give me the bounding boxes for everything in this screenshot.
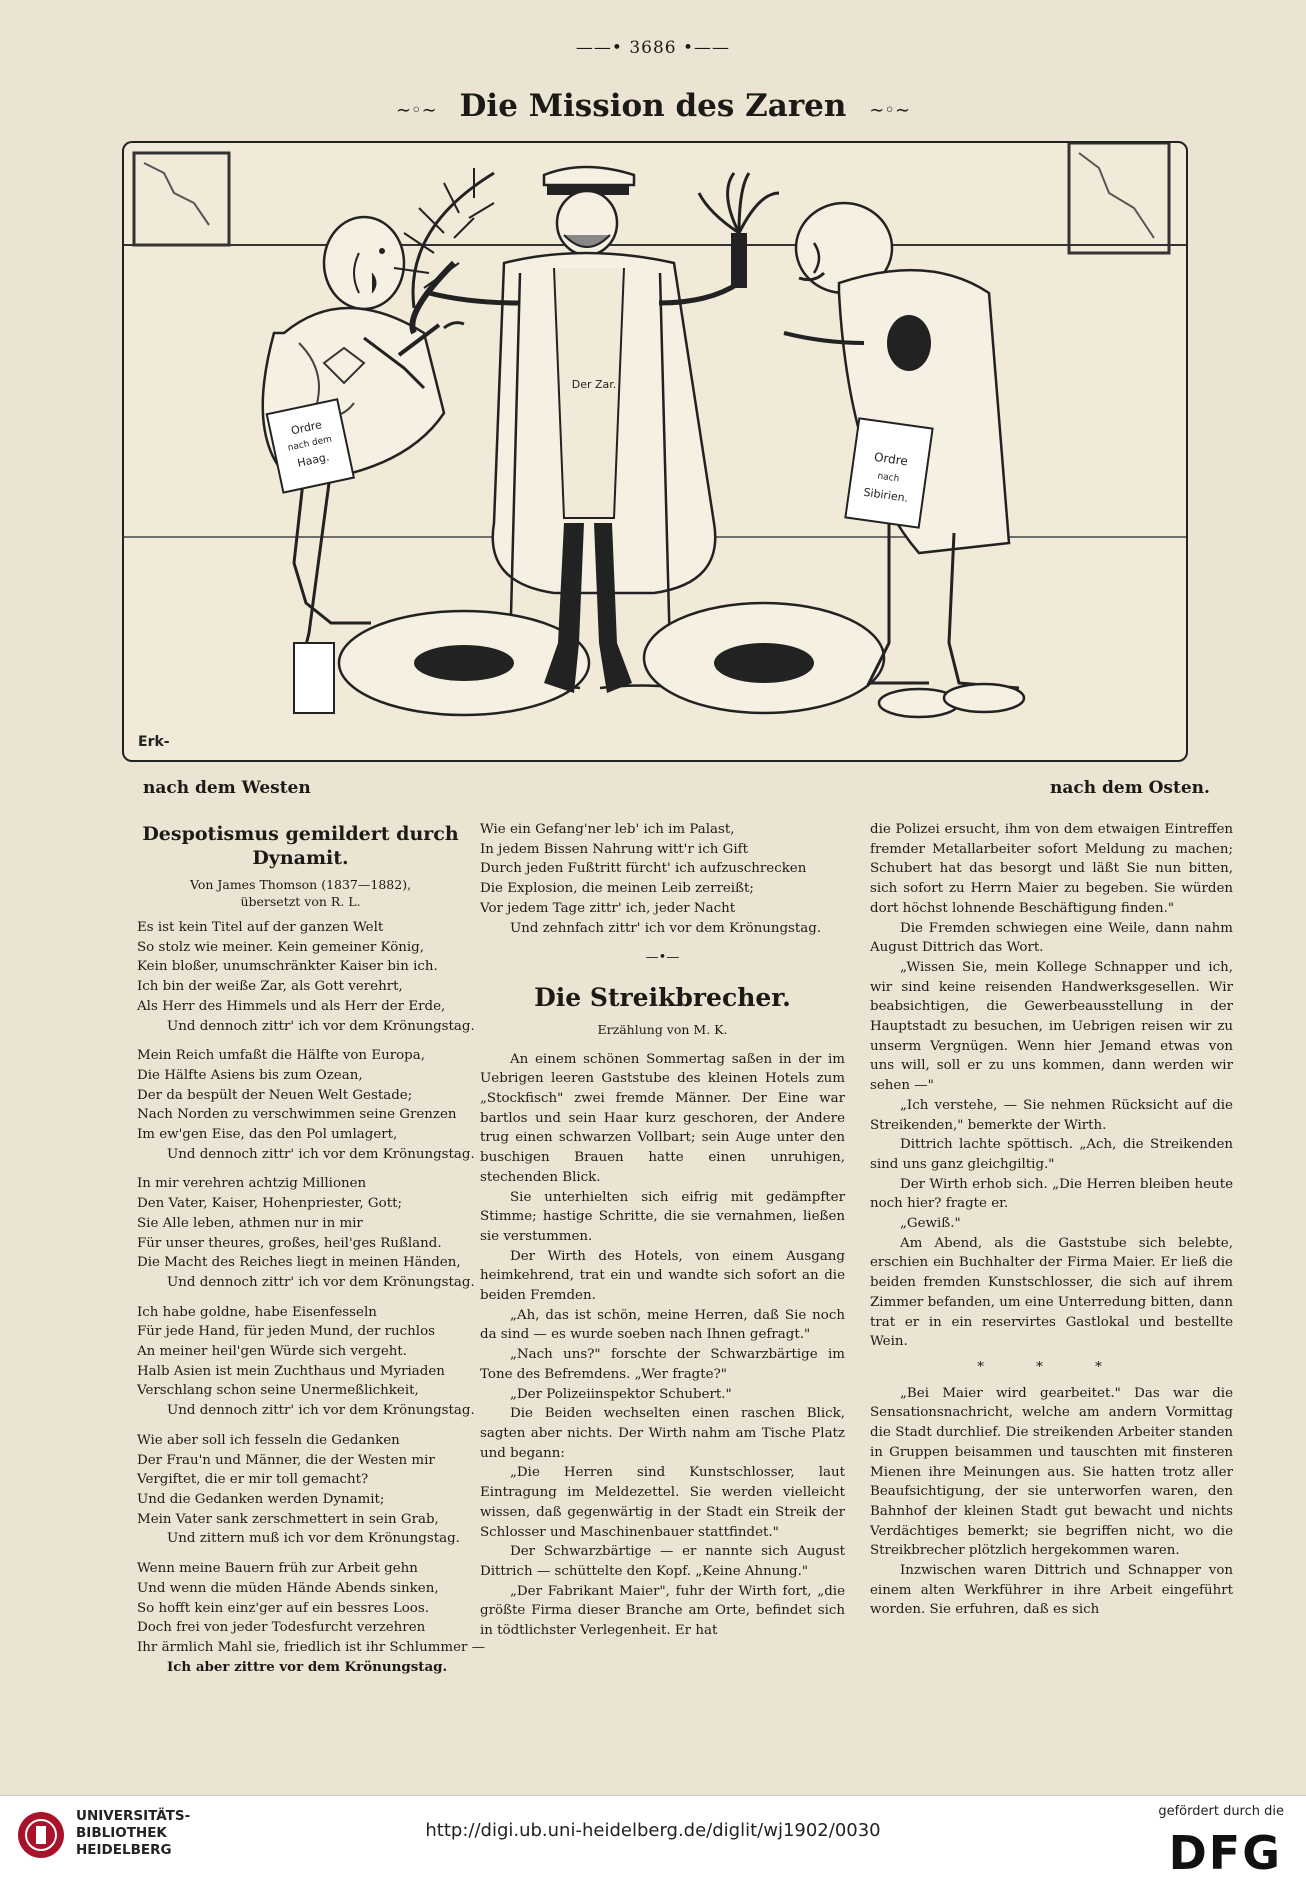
- story-paragraph: Inzwischen waren Dittrich und Schnapper von einem alten Werkführer in ihre Arbeit eingeführt worden. Sie erfuhren, daß es sich: [870, 1563, 1233, 1618]
- verse-refrain: Und dennoch zittr' ich vor dem Krönungstag.: [167, 1018, 475, 1034]
- verse-line: Als Herr des Himmels und als Herr der Erde,: [137, 998, 446, 1014]
- section-separator-icon: —•—: [645, 950, 680, 966]
- wall-ornament-right: [1079, 153, 1154, 238]
- west-head: [324, 217, 404, 309]
- verse-line: So stolz wie meiner. Kein gemeiner König,: [137, 939, 425, 955]
- verse-line: Die Macht des Reiches liegt in meinen Händen,: [137, 1255, 461, 1271]
- doc-right-text: Ordre: [873, 449, 909, 469]
- verse-line: Durch jeden Fußtritt fürcht' ich aufzuschrecken: [480, 861, 807, 877]
- funding-note: gefördert durch die: [1158, 1804, 1284, 1819]
- permalink-url[interactable]: http://digi.ub.uni-heidelberg.de/diglit/wj1902/0030: [425, 1820, 881, 1841]
- artist-signature: Erk-: [138, 734, 170, 750]
- story-paragraph: „Nach uns?" forschte der Schwarzbärtige im Tone des Befremdens. „Wer fragte?": [480, 1347, 845, 1382]
- caption-west: nach dem Westen: [143, 778, 311, 798]
- page-number-text: 3686: [629, 38, 677, 58]
- verse-line: Und wenn die müden Hände Abends sinken,: [137, 1580, 439, 1596]
- story-paragraph: „Wissen Sie, mein Kollege Schnapper und ich, wir sind keine reisenden Handwerksgesellen. Wir beabsichtigen, die Gewerbeausstellung in der Hauptstadt zu besuchen, im Uebrigen reisen wir zu unserm Vergnügen. Wenn hier Jemand etwas von uns will, soll er zu uns kommen, dann werden wir sehen —": [870, 959, 1233, 1094]
- story-paragraph: Dittrich lachte spöttisch. „Ach, die Streikenden sind uns ganz gleichgiltig.": [870, 1137, 1233, 1172]
- scene-break-icon: * * *: [977, 1359, 1126, 1375]
- svg-text:Sibirien.: Sibirien.: [862, 485, 910, 505]
- story-paragraph: „Ah, das ist schön, meine Herren, daß Sie noch da sind — es wurde soeben nach Ihnen gefragt.": [480, 1307, 845, 1343]
- czar-label: Der Zar.: [571, 378, 617, 391]
- cartoon-illustration: [122, 141, 1188, 762]
- story-paragraph: „Der Polizeiinspektor Schubert.": [510, 1386, 732, 1402]
- verse-line: Mein Reich umfaßt die Hälfte von Europa,: [137, 1048, 425, 1064]
- verse-line: Die Explosion, die meinen Leib zerreißt;: [480, 881, 754, 897]
- library-name-line: BIBLIOTHEK: [76, 1825, 167, 1841]
- column-2: [480, 820, 845, 1641]
- wall-ornament-left: [144, 163, 209, 225]
- verse-line: Es ist kein Titel auf der ganzen Welt: [137, 920, 384, 935]
- poem-byline: [137, 876, 464, 910]
- verse-refrain: Und zehnfach zittr' ich vor dem Krönungstag.: [510, 920, 822, 936]
- verse-line: Für jede Hand, für jeden Mund, der ruchlos: [137, 1324, 436, 1340]
- poem-byline-author: Von James Thomson (1837—1882),: [189, 877, 412, 892]
- verse-line: Für unser theures, großes, heil'ges Rußland.: [137, 1235, 442, 1251]
- verse-line: Sie Alle leben, athmen nur in mir: [137, 1215, 363, 1231]
- knout-icon: [699, 173, 779, 233]
- verse-line: Und die Gedanken werden Dynamit;: [137, 1491, 385, 1507]
- svg-text:nach dem: nach dem: [286, 434, 333, 454]
- verse-line: An meiner heil'gen Würde sich vergeht.: [137, 1344, 408, 1360]
- library-name-line: UNIVERSITÄTS-: [76, 1808, 191, 1824]
- verse-line: Den Vater, Kaiser, Hohenpriester, Gott;: [137, 1196, 402, 1212]
- story-paragraph: die Polizei ersucht, ihm von dem etwaigen Eintreffen fremder Metallarbeiter sofort Meldung zu machen; Schubert hat das besorgt und läßt Sie nun bitten, sich sofort zu Herrn Maier zu begeben. Sie würden dort höchst lohnende Beschäftigung finden.": [870, 822, 1233, 916]
- west-legs: [294, 473, 371, 623]
- verse-line: In jedem Bissen Nahrung witt'r ich Gift: [480, 841, 748, 857]
- column-1: [137, 820, 486, 1687]
- story-paragraph: Der Schwarzbärtige — er nannte sich August Dittrich — schüttelte den Kopf. „Keine Ahnung.": [480, 1544, 845, 1579]
- verse-line: Ich habe goldne, habe Eisenfesseln: [137, 1304, 377, 1320]
- story-paragraph: „Ich verstehe, — Sie nehmen Rücksicht auf die Streikenden," bemerkte der Wirth.: [870, 1097, 1233, 1133]
- verse-line: Ihr ärmlich Mahl sie, friedlich ist ihr Schlummer —: [137, 1639, 486, 1655]
- verse-refrain: Und dennoch zittr' ich vor dem Krönungstag.: [167, 1403, 475, 1419]
- verse-line: Die Hälfte Asiens bis zum Ozean,: [137, 1067, 363, 1083]
- verse-line: Der da bespült der Neuen Welt Gestade;: [137, 1087, 413, 1103]
- story-heading: Die Streikbrecher.: [534, 982, 791, 1012]
- poem-stanza-3: [137, 1174, 475, 1292]
- cartoon-drawing: [124, 143, 1186, 760]
- verse-line: Der Frau'n und Männer, die der Westen mir: [137, 1452, 435, 1468]
- page-title-text: Die Mission des Zaren: [459, 88, 847, 124]
- dfg-logo[interactable]: DFG: [1168, 1826, 1282, 1880]
- wall-panel-left: [134, 153, 229, 245]
- poem-stanza-4: [137, 1303, 475, 1421]
- verse-line: Nach Norden zu verschwimmen seine Grenzen: [137, 1107, 457, 1123]
- ornament-right-icon: ∼◦∼: [869, 100, 911, 121]
- verse-refrain: Und zittern muß ich vor dem Krönungstag.: [167, 1531, 460, 1547]
- story-paragraph: Sie unterhielten sich eifrig mit gedämpfter Stimme; hastige Schritte, die sie vernahmen, ließen sie verstummen.: [480, 1189, 845, 1244]
- story-paragraph: „Die Herren sind Kunstschlosser, laut Eintragung im Meldezettel. Sie werden vielleicht wissen, daß gegenwärtig in der Stadt ein Streik der Schlosser und Maschinenbauer stattfindet.": [480, 1465, 845, 1540]
- story-paragraph: Die Beiden wechselten einen raschen Blick, sagten aber nichts. Der Wirth nahm am Tische Platz und begann:: [480, 1406, 845, 1461]
- story-paragraph: Der Wirth des Hotels, von einem Ausgang heimkehrend, trat ein und wandte sich sofort an die beiden Fremden.: [480, 1248, 845, 1304]
- svg-text:Haag.: Haag.: [296, 450, 331, 470]
- story-paragraph: „Bei Maier wird gearbeitet." Das war die Sensationsnachricht, welche am andern Vormittag die Stadt durchlief. Die streikenden Arbeiter standen in Gruppen beisammen und tauschten mit finsteren Mienen ihre Meinungen aus. Sie hatten trotz aller Beaufsichtigung, der sie unterworfen waren, den Bahnhof der kleinen Stadt gut bewacht und nichts Verdächtiges bemerkt; sie begriffen nicht, wo die Streikbrecher plötzlich hergekommen waren.: [870, 1385, 1233, 1559]
- poem-byline-translator: übersetzt von R. L.: [240, 894, 361, 909]
- story-paragraph: Am Abend, als die Gaststube sich belebte, erschien ein Buchhalter der Firma Maier. Er ließ die beiden fremden Kunstschlosser, die sich auf ihrem Zimmer befanden, um eine Unterredung bitten, dann trat er in ein reservirtes Gastlokal und bestellte Wein.: [870, 1235, 1233, 1350]
- poem-stanza-7: [480, 820, 845, 938]
- page-title: [0, 88, 1306, 124]
- svg-text:nach: nach: [876, 471, 900, 485]
- verse-refrain: Und dennoch zittr' ich vor dem Krönungstag.: [167, 1274, 475, 1290]
- knout-handle: [731, 233, 747, 288]
- caption-east: nach dem Osten.: [1050, 778, 1210, 798]
- library-name-line: HEIDELBERG: [76, 1842, 172, 1858]
- czar-cap: [544, 167, 634, 185]
- verse-line: Vor jedem Tage zittr' ich, jeder Nacht: [480, 900, 736, 916]
- doc-left-text: Ordre: [289, 418, 323, 438]
- column-3: [870, 820, 1233, 1620]
- ornament-left-icon: ∼◦∼: [395, 100, 437, 121]
- poem-stanza-2: [137, 1046, 475, 1164]
- viewer-footer: [0, 1795, 1306, 1902]
- verse-line: Wenn meine Bauern früh zur Arbeit gehn: [137, 1561, 418, 1577]
- verse-line: Wie aber soll ich fesseln die Gedanken: [137, 1432, 400, 1448]
- poem-heading: Despotismus gemildert durch Dynamit.: [142, 823, 459, 869]
- verse-line: So hofft kein einz'ger auf ein bessres Loos.: [137, 1600, 429, 1616]
- verse-line: Mein Vater sank zerschmettert in sein Grab,: [137, 1511, 439, 1527]
- page-number: ——• 3686 •——: [575, 38, 731, 58]
- verse-line: Doch frei von jeder Todesfurcht verzehren: [137, 1620, 426, 1636]
- story-paragraph: Der Wirth erhob sich. „Die Herren bleiben heute noch hier? fragte er.: [870, 1176, 1233, 1212]
- story-paragraph: Die Fremden schwiegen eine Weile, dann nahm August Dittrich das Wort.: [870, 920, 1233, 956]
- verse-line: Vergiftet, die er mir toll gemacht?: [137, 1472, 369, 1488]
- verse-line: Halb Asien ist mein Zuchthaus und Myriaden: [137, 1363, 445, 1379]
- verse-line: Im ew'gen Eise, das den Pol umlagert,: [137, 1127, 398, 1143]
- verse-line: Verschlang schon seine Unermeßlichkeit,: [137, 1383, 419, 1399]
- story-byline: Erzählung von M. K.: [597, 1021, 728, 1037]
- poem-stanza-5: [137, 1431, 464, 1549]
- poem-stanza-1: [137, 918, 475, 1036]
- verse-refrain: Und dennoch zittr' ich vor dem Krönungstag.: [167, 1146, 475, 1162]
- verse-line: Ich bin der weiße Zar, als Gott verehrt,: [137, 979, 403, 995]
- poem-stanza-6: [137, 1559, 486, 1677]
- verse-line: Wie ein Gefang'ner leb' ich im Palast,: [480, 822, 735, 837]
- story-paragraph: „Der Fabrikant Maier", fuhr der Wirth fort, „die größte Firma dieser Branche am Orte, befindet sich in tödtlichster Verlegenheit. Er hat: [480, 1583, 845, 1639]
- verse-line: Kein bloßer, unumschränkter Kaiser bin ich.: [137, 959, 438, 975]
- verse-line: In mir verehren achtzig Millionen: [137, 1176, 367, 1192]
- story-paragraph: An einem schönen Sommertag saßen in der im Uebrigen leeren Gaststube des kleinen Hotels zum „Stockfisch" zwei fremde Männer. Der Eine war bartlos und sein Haar kurz geschoren, der Andere trug einen schwarzen Vollbart; sein Auge unter den buschigen Brauen hatte einen unruhigen, stechenden Blick.: [480, 1051, 845, 1185]
- verse-refrain: Ich aber zittre vor dem Krönungstag.: [167, 1658, 448, 1675]
- story-paragraph: „Gewiß.": [900, 1216, 961, 1232]
